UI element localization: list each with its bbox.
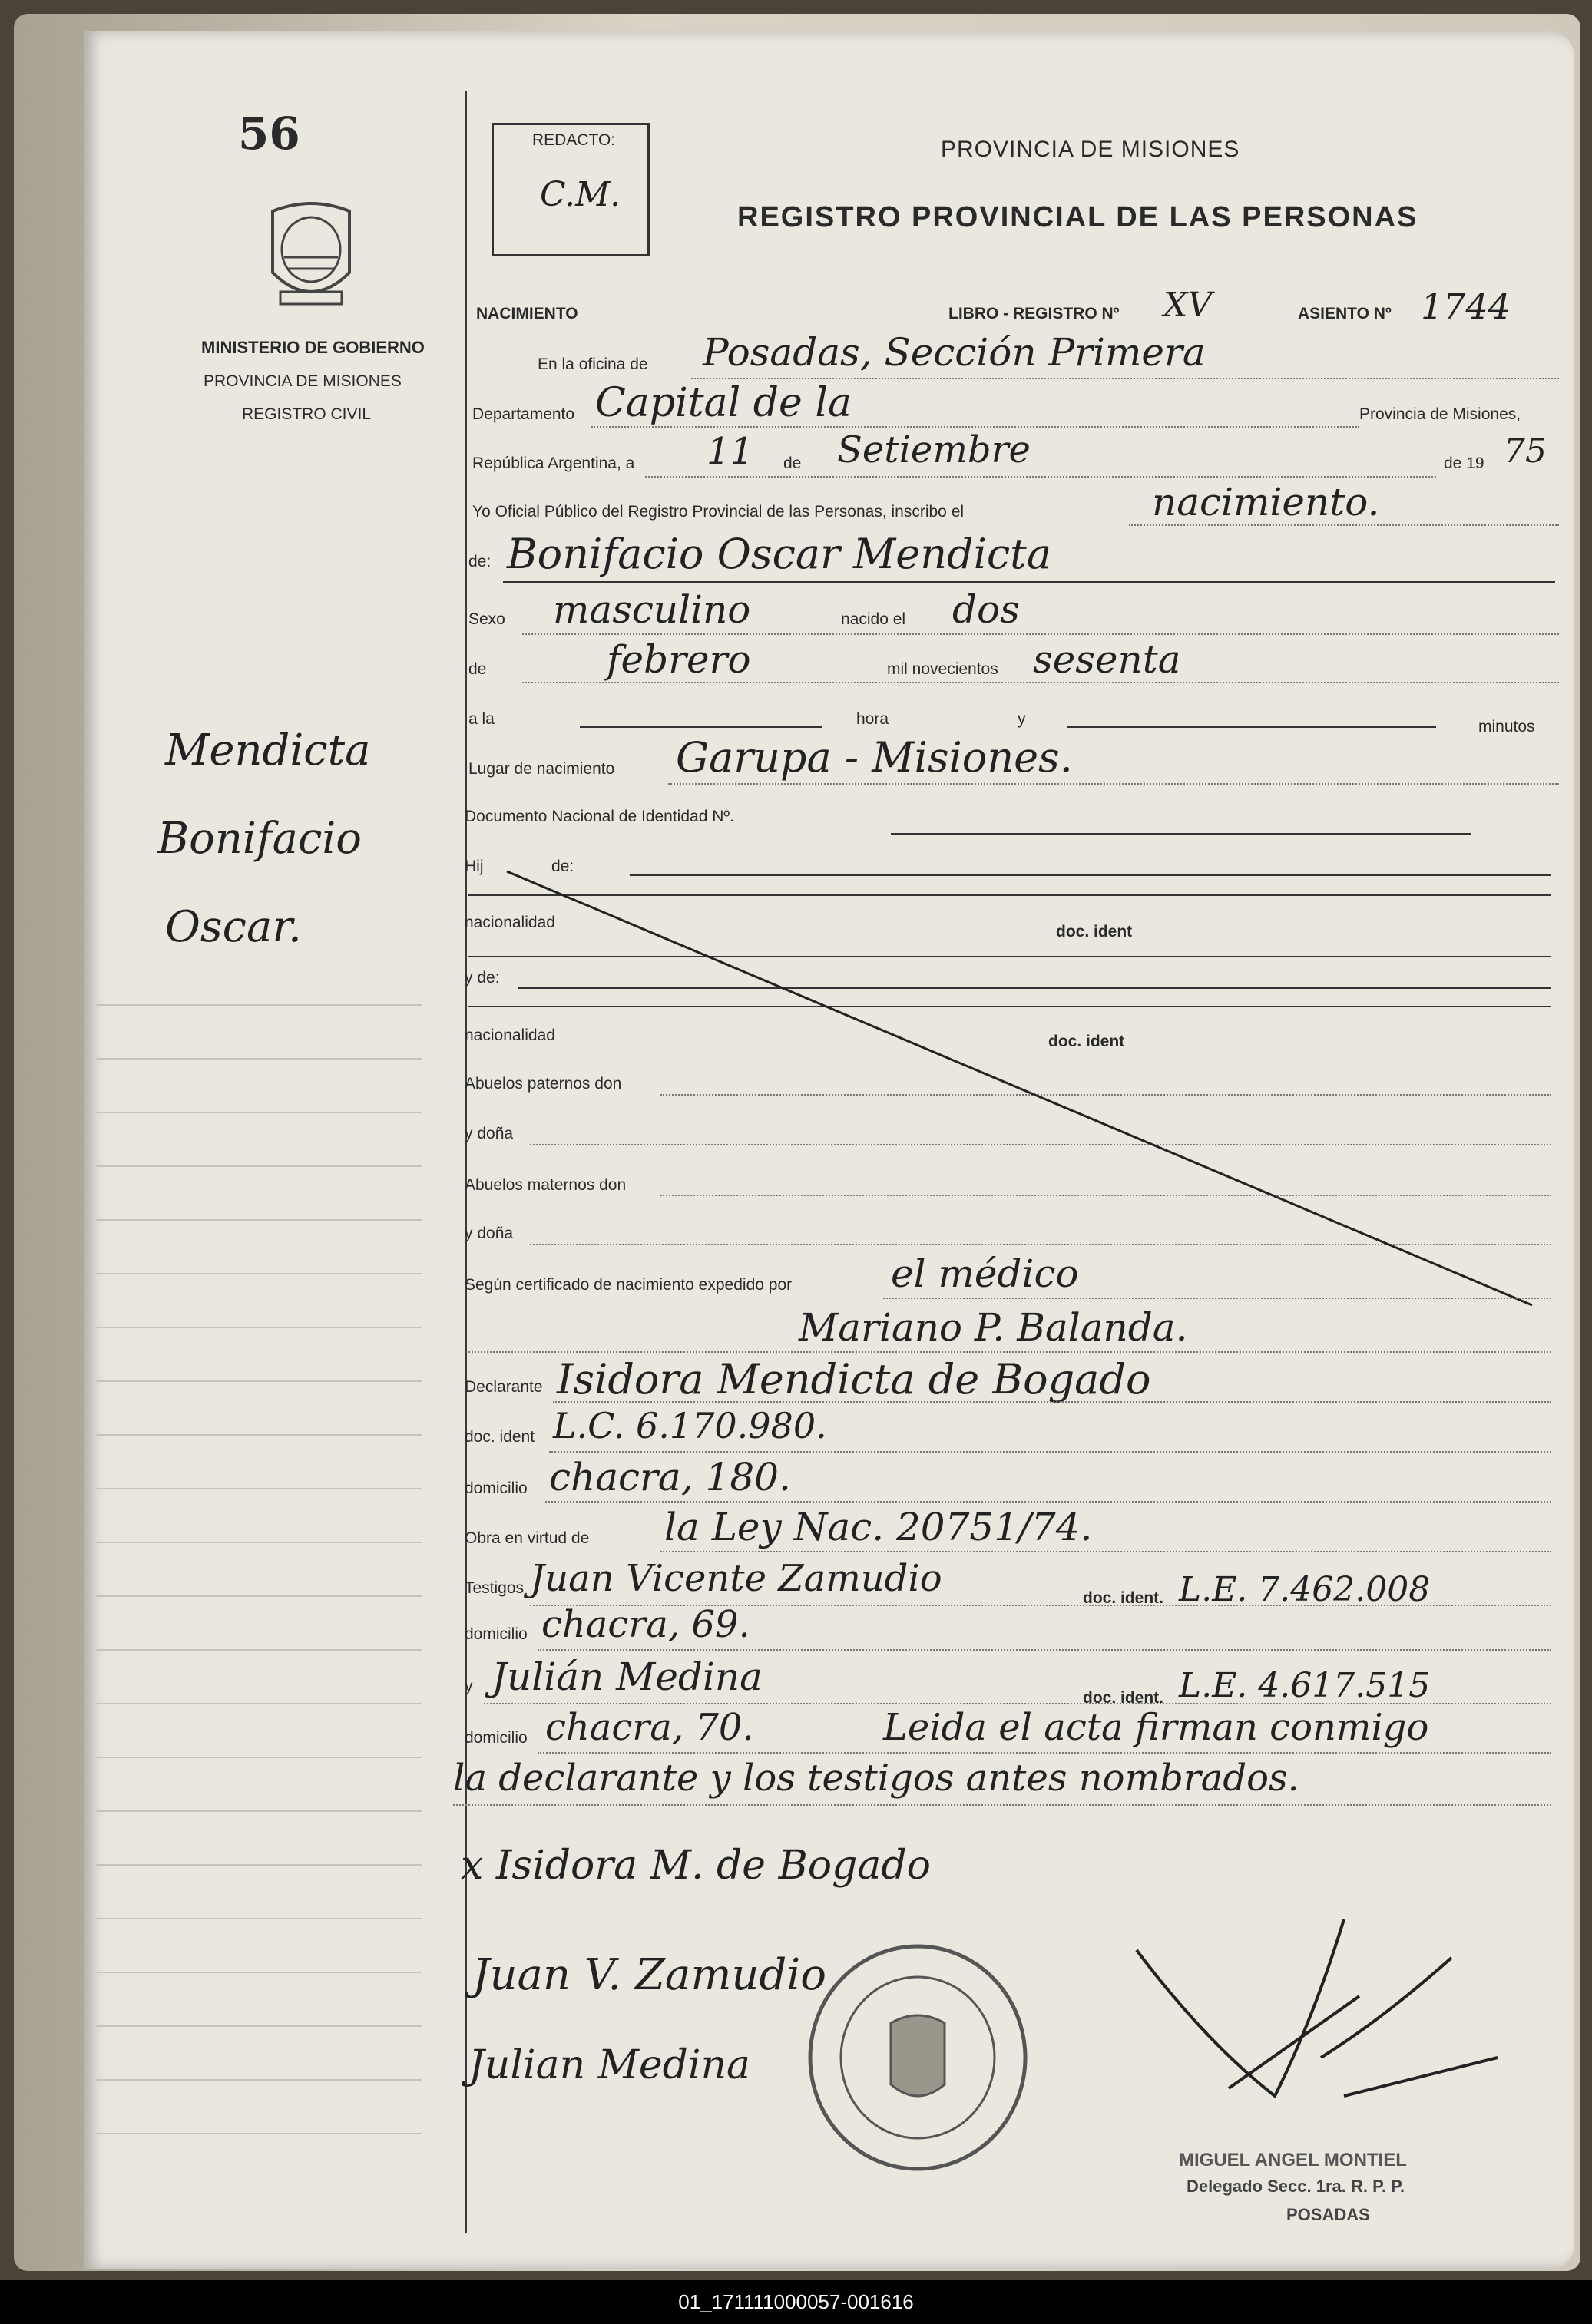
oficina-value: Posadas, Sección Primera xyxy=(703,330,1206,375)
de-label: de xyxy=(783,455,802,472)
asiento-value: 1744 xyxy=(1421,286,1511,327)
domicilio-declarante-line xyxy=(545,1501,1551,1503)
y-dona-label: y doña xyxy=(465,1125,514,1142)
de3-label: de: xyxy=(551,858,574,875)
anio-nac-value: sesenta xyxy=(1033,637,1181,682)
official-seal-icon xyxy=(799,1939,1037,2177)
signature-testigo1: Juan V. Zamudio xyxy=(472,1950,826,2000)
domicilio-testigo1-line xyxy=(538,1649,1551,1651)
abuelos-maternos-label: Abuelos maternos don xyxy=(465,1176,627,1194)
domicilio-testigo2-line xyxy=(538,1752,1551,1754)
official-signature-icon xyxy=(1114,1904,1513,2119)
doc-ident-t2-label: doc. ident. xyxy=(1083,1689,1163,1707)
declarante-line xyxy=(553,1401,1551,1403)
page-number: 56 xyxy=(238,107,300,160)
domicilio-declarante-value: chacra, 180. xyxy=(549,1455,791,1499)
nacido-value: dos xyxy=(952,587,1020,632)
document-id-footer: 01_171111000057-001616 xyxy=(0,2280,1592,2324)
mes-nac-value: febrero xyxy=(607,637,751,682)
registry-title: REGISTRO PROVINCIAL DE LAS PERSONAS xyxy=(737,201,1418,233)
certificado-value: el médico xyxy=(891,1251,1079,1296)
domicilio-t1-label: domicilio xyxy=(465,1625,528,1643)
official-city: POSADAS xyxy=(1286,2205,1370,2224)
yo-oficial-label: Yo Oficial Público del Registro Provincial de las Personas, inscribo el xyxy=(472,503,965,521)
y-label: y xyxy=(1018,710,1026,728)
de19-label: de 19 xyxy=(1444,455,1484,472)
nacido-label: nacido el xyxy=(841,610,906,628)
dia-value: 11 xyxy=(707,430,754,473)
declarante-value: Isidora Mendicta de Bogado xyxy=(557,1355,1151,1403)
sexo-value: masculino xyxy=(553,587,751,632)
anio-value: 75 xyxy=(1504,431,1547,471)
nacionalidad-label: nacionalidad xyxy=(465,914,555,931)
testigo2-line xyxy=(484,1703,1551,1704)
de2-label: de xyxy=(468,660,487,678)
domicilio-label: domicilio xyxy=(465,1479,528,1497)
departamento-label: Departamento xyxy=(472,405,575,423)
redacto-label: REDACTO: xyxy=(532,131,616,149)
obra-label: Obra en virtud de xyxy=(465,1529,590,1547)
asiento-label: ASIENTO Nº xyxy=(1298,305,1392,322)
obra-line xyxy=(660,1551,1551,1552)
doc-declarante-value: L.C. 6.170.980. xyxy=(553,1405,827,1446)
abuelos-paternos-label: Abuelos paternos don xyxy=(465,1075,622,1093)
oficina-label: En la oficina de xyxy=(538,355,648,373)
de-colon-label: de: xyxy=(468,553,492,570)
province-title: PROVINCIA DE MISIONES xyxy=(941,137,1240,162)
testigo1-value: Juan Vicente Zamudio xyxy=(530,1557,942,1600)
a-la-label: a la xyxy=(468,710,495,728)
medico-value: Mariano P. Balanda. xyxy=(799,1305,1188,1350)
lugar-value: Garupa - Misiones. xyxy=(676,733,1073,782)
doc-ident-t1-label: doc. ident. xyxy=(1083,1589,1163,1607)
segun-label: Según certificado de nacimiento expedido por xyxy=(465,1276,793,1294)
province-label: PROVINCIA DE MISIONES xyxy=(204,372,402,390)
hora-label: hora xyxy=(856,710,889,728)
doc-testigo1-value: L.E. 7.462.008 xyxy=(1179,1570,1431,1609)
nombre-value: Bonifacio Oscar Mendicta xyxy=(507,530,1052,578)
official-name: MIGUEL ANGEL MONTIEL xyxy=(1179,2150,1407,2170)
y-dona2-label: y doña xyxy=(465,1225,514,1242)
republica-label: República Argentina, a xyxy=(472,455,635,472)
medico-line xyxy=(468,1351,1551,1353)
certificado-line xyxy=(883,1298,1551,1299)
y-t2-label: y xyxy=(465,1678,473,1695)
lugar-label: Lugar de nacimiento xyxy=(468,760,615,778)
lectura-line2: la declarante y los testigos antes nombrados. xyxy=(453,1757,1299,1800)
official-title: Delegado Secc. 1ra. R. P. P. xyxy=(1187,2177,1405,2196)
margin-surname: Mendicta xyxy=(165,726,371,775)
civil-registry-label: REGISTRO CIVIL xyxy=(242,405,372,423)
domicilio-testigo1-value: chacra, 69. xyxy=(541,1603,750,1646)
libro-value: XV xyxy=(1163,286,1213,325)
testigo2-value: Julián Medina xyxy=(492,1655,763,1699)
nacionalidad2-label: nacionalidad xyxy=(465,1026,555,1044)
obra-value: la Ley Nac. 20751/74. xyxy=(664,1505,1093,1549)
mes-value: Setiembre xyxy=(837,428,1031,471)
doc-ident-label: doc. ident xyxy=(1056,923,1133,941)
sexo-label: Sexo xyxy=(468,610,505,628)
margin-firstname: Bonifacio xyxy=(157,814,362,864)
doc-declarante-line xyxy=(549,1451,1551,1453)
doc-ident2-label: doc. ident xyxy=(1048,1033,1125,1050)
lectura-line xyxy=(453,1804,1551,1806)
provincia-misiones-label: Provincia de Misiones, xyxy=(1359,405,1521,423)
declarante-label: Declarante xyxy=(465,1378,543,1396)
y-de-label: y de: xyxy=(465,969,500,987)
libro-label: LIBRO - REGISTRO Nº xyxy=(948,305,1120,322)
ministry-label: MINISTERIO DE GOBIERNO xyxy=(201,338,425,357)
nacimiento-label: NACIMIENTO xyxy=(476,305,578,322)
mil-novecientos-label: mil novecientos xyxy=(887,660,998,678)
departamento-value: Capital de la xyxy=(595,380,852,426)
signature-testigo2: Julian Medina xyxy=(468,2042,751,2088)
domicilio-testigo2-value: chacra, 70. xyxy=(545,1706,754,1749)
doc-testigo2-value: L.E. 4.617.515 xyxy=(1179,1666,1431,1705)
signature-declarante: x Isidora M. de Bogado xyxy=(461,1843,931,1889)
lectura-line1: Leida el acta firman conmigo xyxy=(883,1706,1429,1749)
hij-label: Hij xyxy=(465,858,484,875)
inscribo-value: nacimiento. xyxy=(1152,480,1380,524)
doc-ident3-label: doc. ident xyxy=(465,1428,535,1446)
dni-label: Documento Nacional de Identidad Nº. xyxy=(465,808,734,825)
domicilio-t2-label: domicilio xyxy=(465,1729,528,1747)
margin-middlename: Oscar. xyxy=(165,902,302,952)
redacto-value: C.M. xyxy=(540,175,621,214)
minutos-label: minutos xyxy=(1478,718,1535,736)
testigos-label: Testigos xyxy=(465,1579,525,1597)
